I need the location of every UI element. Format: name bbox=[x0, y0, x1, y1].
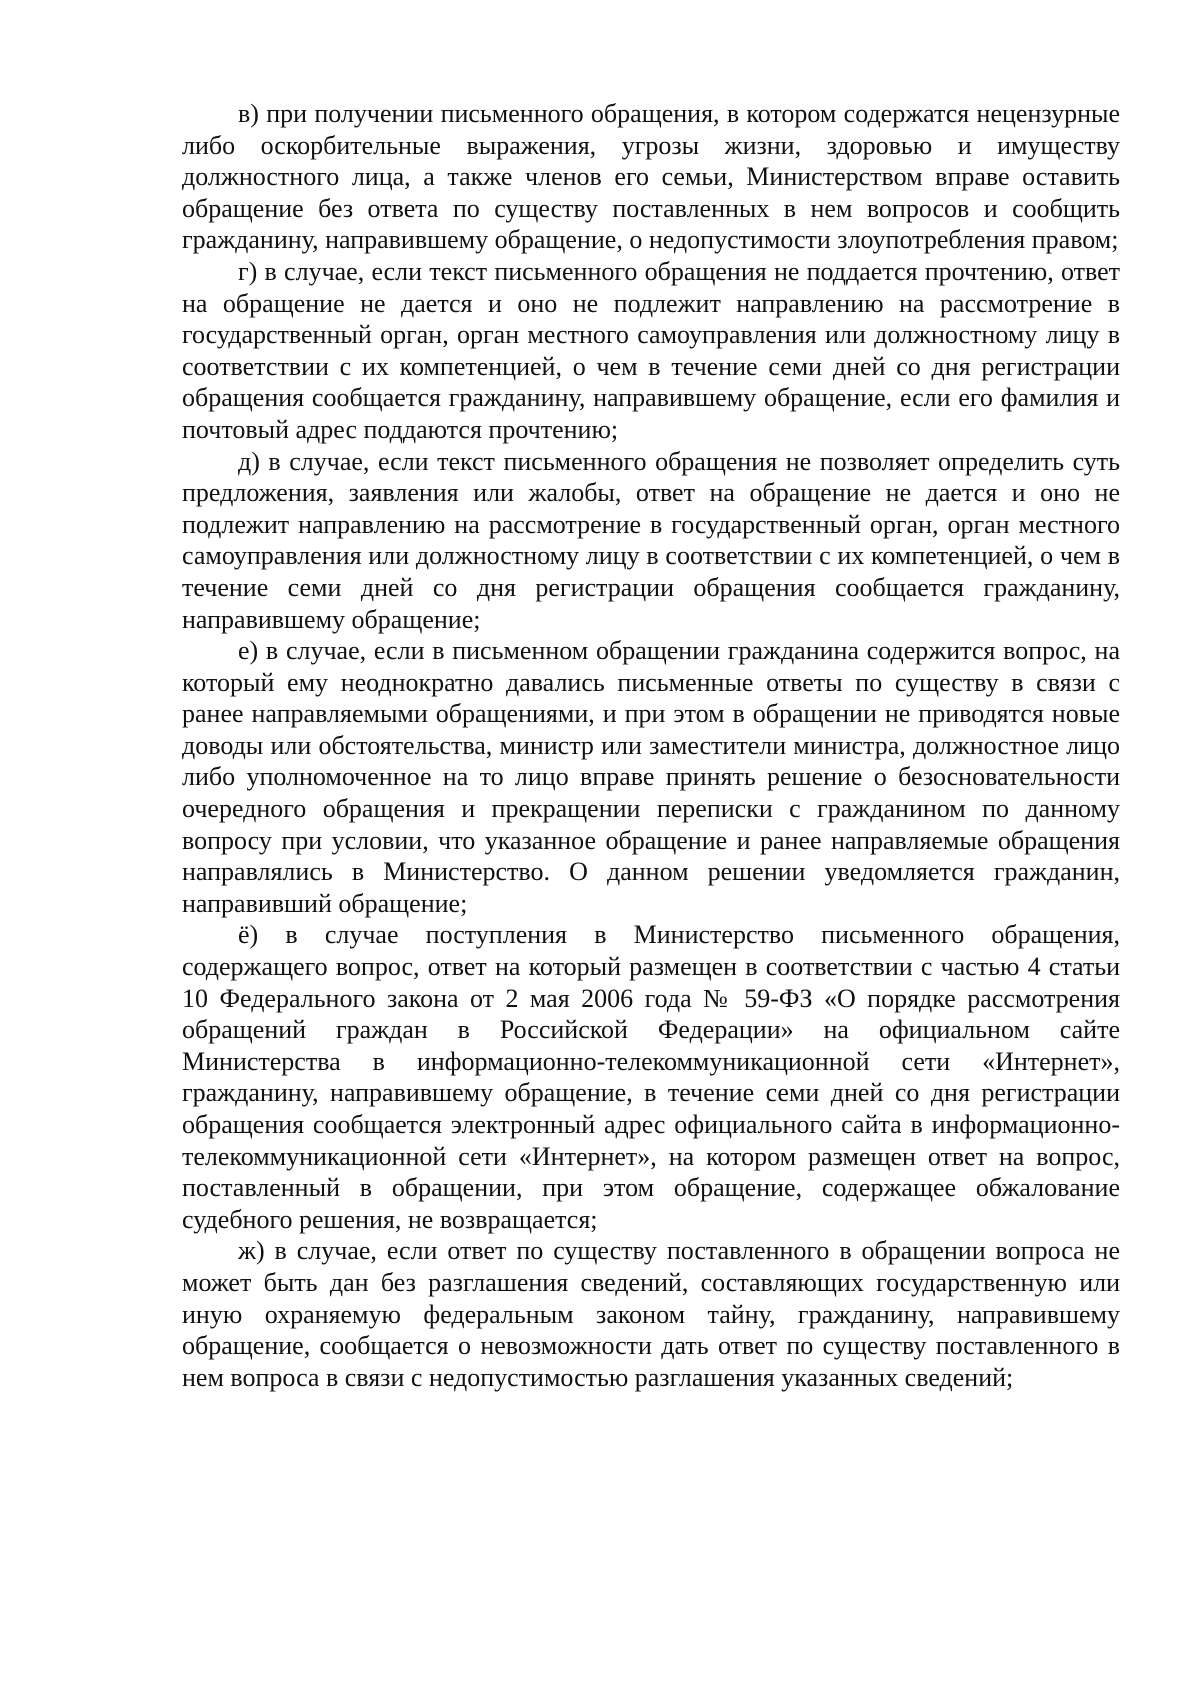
paragraph-yo: ё) в случае поступления в Министерство письменного обращения, содержащего вопрос, ответ на который размещен в соответствии с частью 4 статьи 10 Федерального закона от 2 мая 2006 года № 59-ФЗ «О порядке рассмотрения обращений граждан в Российской Федерации» на официальном сайте Министерства в информационно-телекоммуникационной сети «Интернет», гражданину, направившему обращение, в течение семи дней со дня регистрации обращения сообщается электронный адрес официального сайта в информационно-телекоммуникационной сети «Интернет», на котором размещен ответ на вопрос, поставленный в обращении, при этом обращение, содержащее обжалование судебного решения, не возвращается; bbox=[182, 920, 1120, 1234]
paragraph-g: г) в случае, если текст письменного обращения не поддается прочтению, ответ на обращение не дается и оно не подлежит направлению на рассмотрение в государственный орган, орган местного самоуправления или должностному лицу в соответствии с их компетенцией, о чем в течение семи дней со дня регистрации обращения сообщается гражданину, направившему обращение, если его фамилия и почтовый адрес поддаются прочтению; bbox=[182, 256, 1120, 444]
paragraph-e: е) в случае, если в письменном обращении гражданина содержится вопрос, на который ему неоднократно давались письменные ответы по существу в связи с ранее направляемыми обращениями, и при этом в обращении не приводятся новые доводы или обстоятельства, министр или заместители министра, должностное лицо либо уполномоченное на то лицо вправе принять решение о безосновательности очередного обращения и прекращении переписки с гражданином по данному вопросу при условии, что указанное обращение и ранее направляемые обращения направлялись в Министерство. О данном решении уведомляется гражданин, направивший обращение; bbox=[182, 636, 1120, 918]
paragraph-d: д) в случае, если текст письменного обращения не позволяет определить суть предложения, заявления или жалобы, ответ на обращение не дается и оно не подлежит направлению на рассмотрение в государственный орган, орган местного самоуправления или должностному лицу в соответствии с их компетенцией, о чем в течение семи дней со дня регистрации обращения сообщается гражданину, направившему обращение; bbox=[182, 446, 1120, 634]
paragraph-zh: ж) в случае, если ответ по существу поставленного в обращении вопроса не может быть дан без разглашения сведений, составляющих государственную или иную охраняемую федеральным законом тайну, гражданину, направившему обращение, сообщается о невозможности дать ответ по существу поставленного в нем вопроса в связи с недопустимостью разглашения указанных сведений; bbox=[182, 1236, 1120, 1392]
document-body bbox=[182, 98, 1120, 1393]
paragraph-v: в) при получении письменного обращения, в котором содержатся нецензурные либо оскорбительные выражения, угрозы жизни, здоровью и имуществу должностного лица, а также членов его семьи, Министерством вправе оставить обращение без ответа по существу поставленных в нем вопросов и сообщить гражданину, направившему обращение, о недопустимости злоупотребления правом; bbox=[182, 99, 1120, 255]
